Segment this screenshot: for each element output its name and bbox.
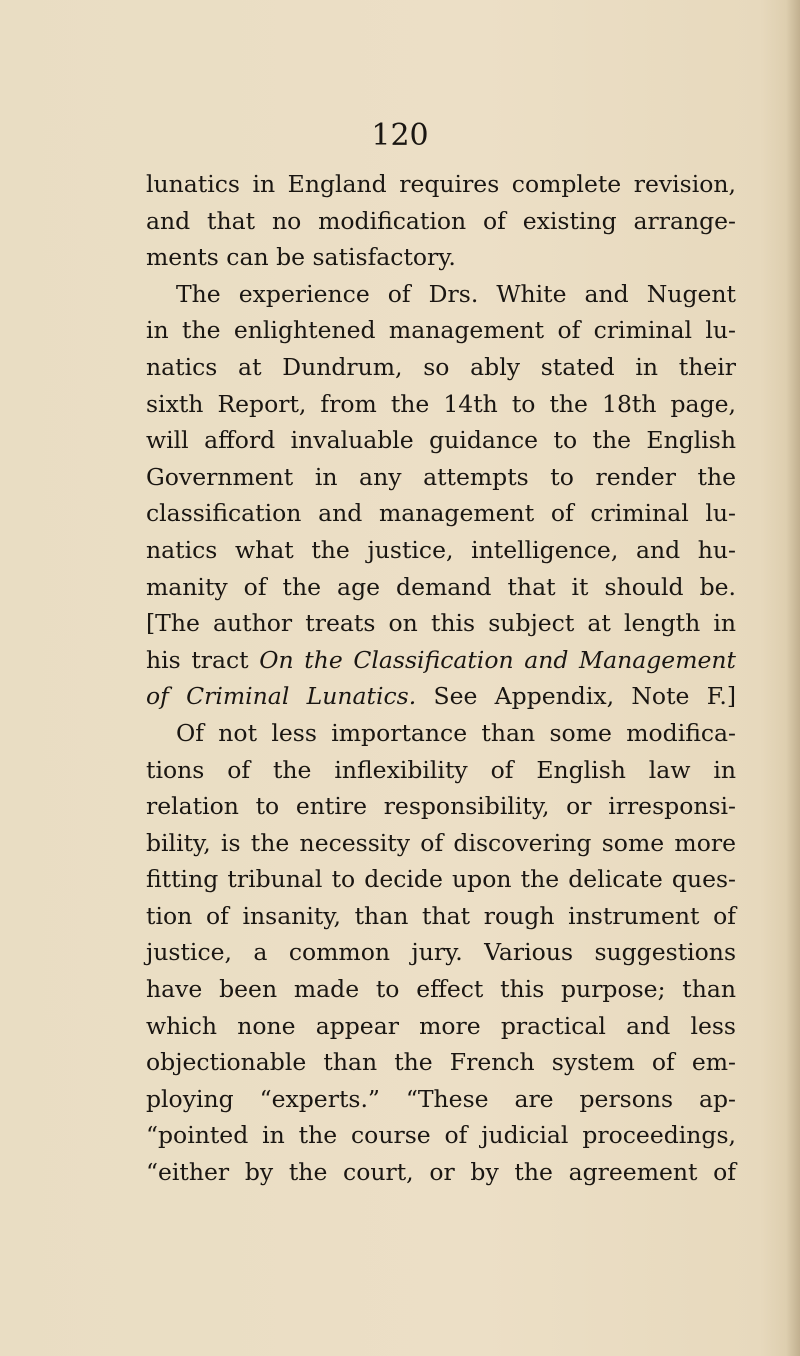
page-number: 120	[371, 118, 429, 153]
text-line	[146, 971, 736, 1008]
text-line	[146, 1117, 736, 1154]
text-segment: “pointed in the course of judicial proceedings,	[146, 1121, 736, 1150]
text-segment: fitting tribunal to decide upon the delicate ques-	[146, 865, 736, 894]
text-segment: Government in any attempts to render the	[146, 462, 736, 491]
text-segment: The experience of Drs. White and Nugent	[176, 279, 736, 308]
text-segment: natics at Dundrum, so ably stated in their	[146, 352, 736, 381]
text-line	[146, 715, 736, 752]
text-segment: justice, a common jury. Various suggestions	[146, 938, 736, 967]
text-line	[146, 788, 736, 825]
italic-title: On the Classification and Management	[248, 645, 736, 674]
text-line	[146, 203, 736, 240]
text-line	[146, 1008, 736, 1045]
text-segment: tion of insanity, than that rough instrument of	[146, 901, 736, 930]
text-line	[146, 312, 736, 349]
text-segment: natics what the justice, intelligence, and hu-	[146, 535, 736, 564]
text-segment: ments can be satisfactory.	[146, 243, 456, 272]
text-line	[146, 532, 736, 569]
text-line	[146, 166, 736, 203]
text-line	[146, 422, 736, 459]
text-segment: ploying “experts.” “These are persons ap-	[146, 1084, 736, 1113]
text-segment: in the enlightened management of criminal lu-	[146, 316, 736, 345]
text-line	[146, 642, 736, 679]
text-segment: have been made to effect this purpose; than	[146, 975, 736, 1004]
text-segment: which none appear more practical and less	[146, 1011, 736, 1040]
text-segment: Of not less importance than some modifica-	[176, 718, 736, 747]
text-segment: [The author treats on this subject at length in	[146, 609, 736, 638]
text-segment: “either by the court, or by the agreement of	[146, 1158, 736, 1187]
text-line	[146, 349, 736, 386]
text-segment: classification and management of criminal lu-	[146, 499, 736, 528]
text-line	[146, 898, 736, 935]
text-line	[146, 569, 736, 606]
italic-title: of Criminal Lunatics.	[146, 682, 417, 711]
text-line	[146, 678, 736, 715]
text-segment: his tract	[146, 645, 249, 674]
text-line	[146, 934, 736, 971]
text-segment: objectionable than the French system of em-	[146, 1048, 736, 1077]
text-line	[146, 386, 736, 423]
text-line	[146, 239, 736, 276]
text-line	[146, 276, 736, 313]
text-line	[146, 861, 736, 898]
text-segment: lunatics in England requires complete revision,	[146, 170, 736, 198]
text-segment: sixth Report, from the 14th to the 18th page,	[146, 389, 736, 418]
page-edge-shadow	[786, 0, 800, 1356]
text-segment: manity of the age demand that it should be.	[146, 572, 736, 601]
text-segment: See Appendix, Note F.]	[416, 682, 736, 711]
text-line	[146, 1154, 736, 1191]
text-segment: and that no modification of existing arrange-	[146, 206, 736, 235]
text-line	[146, 825, 736, 862]
text-line	[146, 605, 736, 642]
text-segment: bility, is the necessity of discovering some more	[146, 828, 736, 857]
text-line	[146, 1044, 736, 1081]
text-segment: relation to entire responsibility, or irresponsi-	[146, 792, 736, 821]
body-text	[146, 166, 736, 1191]
text-line	[146, 1081, 736, 1118]
text-segment: tions of the inflexibility of English law in	[146, 755, 736, 784]
text-line	[146, 459, 736, 496]
text-segment: will afford invaluable guidance to the English	[146, 426, 736, 455]
text-line	[146, 752, 736, 789]
text-line	[146, 495, 736, 532]
